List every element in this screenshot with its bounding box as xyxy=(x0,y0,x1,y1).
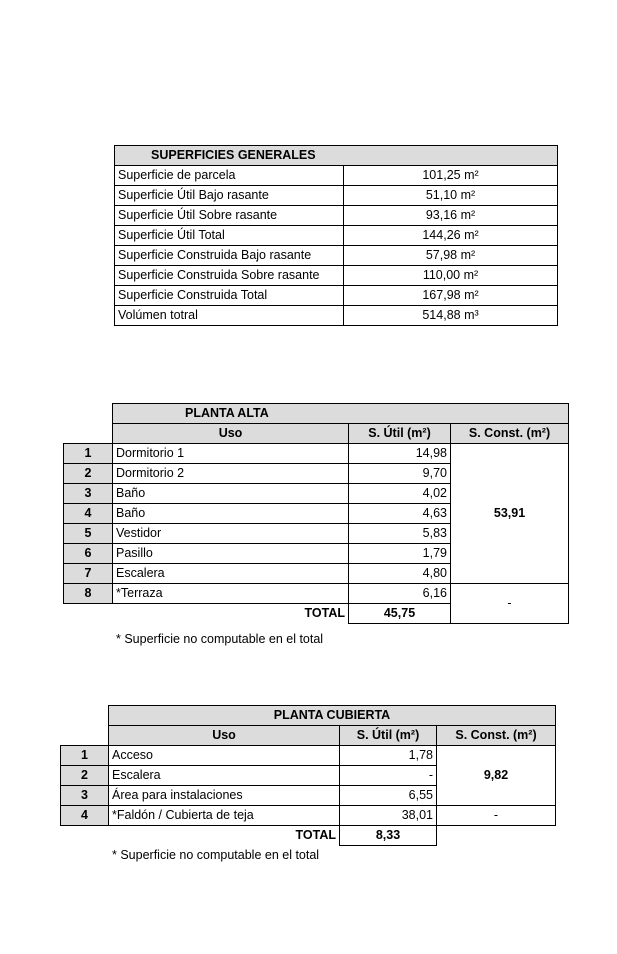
planta-alta-table xyxy=(63,403,569,624)
table-row xyxy=(115,266,558,286)
row-util: - xyxy=(340,766,437,786)
row-label: Volúmen totral xyxy=(115,306,344,326)
row-uso: Vestidor xyxy=(113,524,349,544)
table-row xyxy=(64,444,569,464)
row-number: 1 xyxy=(61,746,109,766)
alta-const-dash: - xyxy=(451,584,569,624)
cubierta-col-uso: Uso xyxy=(109,726,340,746)
table-row xyxy=(61,806,556,826)
row-label: Superficie Útil Total xyxy=(115,226,344,246)
row-label: Superficie Útil Sobre rasante xyxy=(115,206,344,226)
alta-col-const: S. Const. (m²) xyxy=(451,424,569,444)
row-value: 93,16 m² xyxy=(344,206,558,226)
row-value: 514,88 m³ xyxy=(344,306,558,326)
row-uso: Acceso xyxy=(109,746,340,766)
row-uso: Baño xyxy=(113,484,349,504)
row-uso: Baño xyxy=(113,504,349,524)
table-row xyxy=(115,246,558,266)
row-util: 1,78 xyxy=(340,746,437,766)
row-uso: Pasillo xyxy=(113,544,349,564)
row-label: Superficie Útil Bajo rasante xyxy=(115,186,344,206)
table-row xyxy=(115,206,558,226)
row-number: 5 xyxy=(64,524,113,544)
row-number: 8 xyxy=(64,584,113,604)
row-number: 7 xyxy=(64,564,113,584)
table-row xyxy=(115,186,558,206)
row-number: 2 xyxy=(61,766,109,786)
row-value: 101,25 m² xyxy=(344,166,558,186)
alta-col-uso: Uso xyxy=(113,424,349,444)
row-util: 6,55 xyxy=(340,786,437,806)
row-number: 1 xyxy=(64,444,113,464)
table-row xyxy=(115,226,558,246)
row-uso: Escalera xyxy=(109,766,340,786)
row-number: 4 xyxy=(64,504,113,524)
row-util: 9,70 xyxy=(349,464,451,484)
row-label: Superficie Construida Sobre rasante xyxy=(115,266,344,286)
table-row xyxy=(115,286,558,306)
row-label: Superficie Construida Bajo rasante xyxy=(115,246,344,266)
row-uso: *Terraza xyxy=(113,584,349,604)
alta-col-util: S. Útil (m²) xyxy=(349,424,451,444)
row-number: 4 xyxy=(61,806,109,826)
row-number: 6 xyxy=(64,544,113,564)
cubierta-title: PLANTA CUBIERTA xyxy=(109,706,556,726)
row-uso: Área para instalaciones xyxy=(109,786,340,806)
cubierta-const-value: 9,82 xyxy=(437,746,556,806)
row-util: 6,16 xyxy=(349,584,451,604)
row-uso: Dormitorio 1 xyxy=(113,444,349,464)
row-number: 3 xyxy=(61,786,109,806)
table-row xyxy=(115,166,558,186)
row-value: 57,98 m² xyxy=(344,246,558,266)
cubierta-note: * Superficie no computable en el total xyxy=(112,848,320,862)
cubierta-total-value: 8,33 xyxy=(340,826,437,846)
row-util: 4,02 xyxy=(349,484,451,504)
alta-total-value: 45,75 xyxy=(349,604,451,624)
generales-title: SUPERFICIES GENERALES xyxy=(115,146,558,166)
row-value: 167,98 m² xyxy=(344,286,558,306)
row-value: 110,00 m² xyxy=(344,266,558,286)
alta-const-value: 53,91 xyxy=(451,444,569,584)
cubierta-total-label: TOTAL xyxy=(109,826,340,846)
table-row xyxy=(115,306,558,326)
alta-total-label: TOTAL xyxy=(113,604,349,624)
row-value: 51,10 m² xyxy=(344,186,558,206)
row-uso: *Faldón / Cubierta de teja xyxy=(109,806,340,826)
alta-note: * Superficie no computable en el total xyxy=(116,632,324,646)
row-util: 4,63 xyxy=(349,504,451,524)
table-row xyxy=(64,584,569,604)
row-number: 3 xyxy=(64,484,113,504)
row-util: 4,80 xyxy=(349,564,451,584)
cubierta-col-util: S. Útil (m²) xyxy=(340,726,437,746)
row-util: 14,98 xyxy=(349,444,451,464)
row-label: Superficie de parcela xyxy=(115,166,344,186)
row-util: 38,01 xyxy=(340,806,437,826)
superficies-generales-table xyxy=(114,145,558,326)
row-label: Superficie Construida Total xyxy=(115,286,344,306)
row-util: 5,83 xyxy=(349,524,451,544)
cubierta-col-const: S. Const. (m²) xyxy=(437,726,556,746)
row-number: 2 xyxy=(64,464,113,484)
row-value: 144,26 m² xyxy=(344,226,558,246)
planta-cubierta-table xyxy=(60,705,556,846)
row-uso: Escalera xyxy=(113,564,349,584)
row-util: 1,79 xyxy=(349,544,451,564)
row-uso: Dormitorio 2 xyxy=(113,464,349,484)
table-row xyxy=(61,746,556,766)
cubierta-const-dash: - xyxy=(437,806,556,826)
alta-title: PLANTA ALTA xyxy=(113,404,569,424)
